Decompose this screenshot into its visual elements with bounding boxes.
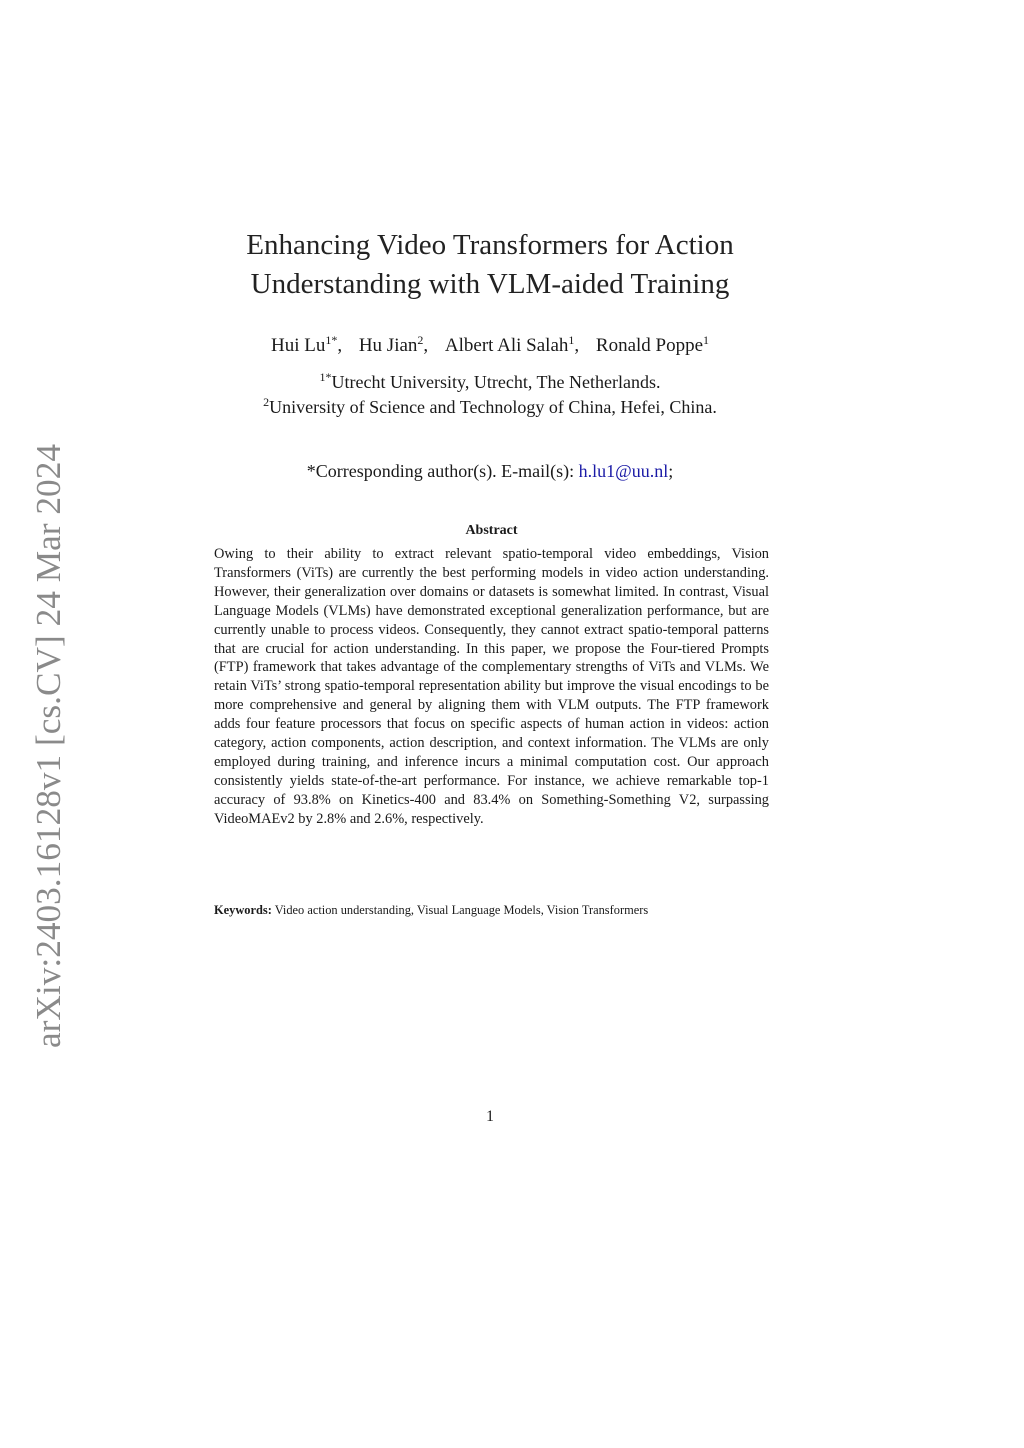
abstract-text: Owing to their ability to extract relevant spatio-temporal video embeddings, Vision Transformers (ViTs) are currently the best performing models in video action understanding. However, their generalization over domains or datasets is somewhat limited. In contrast, Visual Language Models (VLMs) have demonstrated exceptional generalization performance, but are currently unable to process videos. Consequently, they cannot extract spatio-temporal patterns that are crucial for action understanding. In this paper, we propose the Four-tiered Prompts (FTP) framework that takes advantage of the complementary strengths of ViTs and VLMs. We retain ViTs’ strong spatio-temporal representation ability but improve the visual encodings to be more comprehensive and general by aligning them with VLM outputs. The FTP framework adds four feature processors that focus on specific aspects of human action in videos: action category, action components, action description, and context information. The VLMs are only employed during training, and inference incurs a minimal computation cost. Our approach consistently yields state-of-the-art performance. For instance, we achieve remarkable top-1 accuracy of 93.8% on Kinetics-400 and 83.4% on Something-Something V2, surpassing VideoMAEv2 by 2.8% and 2.6%, respectively.	[214, 546, 769, 827]
author-affiliation-mark: 1	[568, 333, 575, 347]
page-number: 1	[486, 1108, 494, 1125]
arxiv-identifier: arXiv:2403.16128v1 [cs.CV] 24 Mar 2024	[29, 449, 68, 1048]
author-name: Hu Jian	[358, 335, 418, 356]
author-separator: ,	[337, 335, 343, 356]
title-line-2: Understanding with VLM-aided Training	[250, 268, 730, 300]
author-name: Albert Ali Salah	[444, 335, 569, 356]
title-line-1: Enhancing Video Transformers for Action	[246, 229, 734, 261]
author-4	[596, 335, 709, 356]
author-affiliation-mark: 1	[703, 333, 710, 347]
author-list	[180, 334, 800, 358]
affiliations	[180, 370, 800, 420]
abstract-heading: Abstract	[465, 523, 518, 538]
author-name: Ronald Poppe	[595, 335, 704, 356]
author-affiliation-mark: 2	[417, 333, 424, 347]
affiliation-1	[180, 370, 800, 395]
author-3	[445, 335, 579, 356]
keywords	[214, 902, 774, 919]
corresponding-label: *Corresponding author(s). E-mail(s):	[306, 461, 579, 481]
author-1	[271, 335, 342, 356]
keywords-text: Video action understanding, Visual Language Models, Vision Transformers	[271, 903, 649, 917]
author-name: Hui Lu	[270, 335, 326, 356]
author-affiliation-mark: 1*	[325, 333, 338, 347]
paper-title	[180, 226, 800, 304]
affiliation-text: Utrecht University, Utrecht, The Netherlands.	[331, 372, 661, 392]
author-separator: ,	[574, 335, 580, 356]
affiliation-2	[180, 395, 800, 420]
corresponding-suffix: ;	[668, 461, 674, 481]
author-separator: ,	[423, 335, 429, 356]
author-2	[359, 335, 428, 356]
keywords-label: Keywords:	[214, 903, 272, 917]
affiliation-mark: 2	[263, 395, 270, 409]
affiliation-mark: 1*	[319, 370, 332, 384]
corresponding-author-line	[180, 459, 800, 483]
affiliation-text: University of Science and Technology of China, Hefei, China.	[269, 397, 717, 417]
email-link[interactable]: h.lu1@uu.nl	[578, 461, 669, 481]
